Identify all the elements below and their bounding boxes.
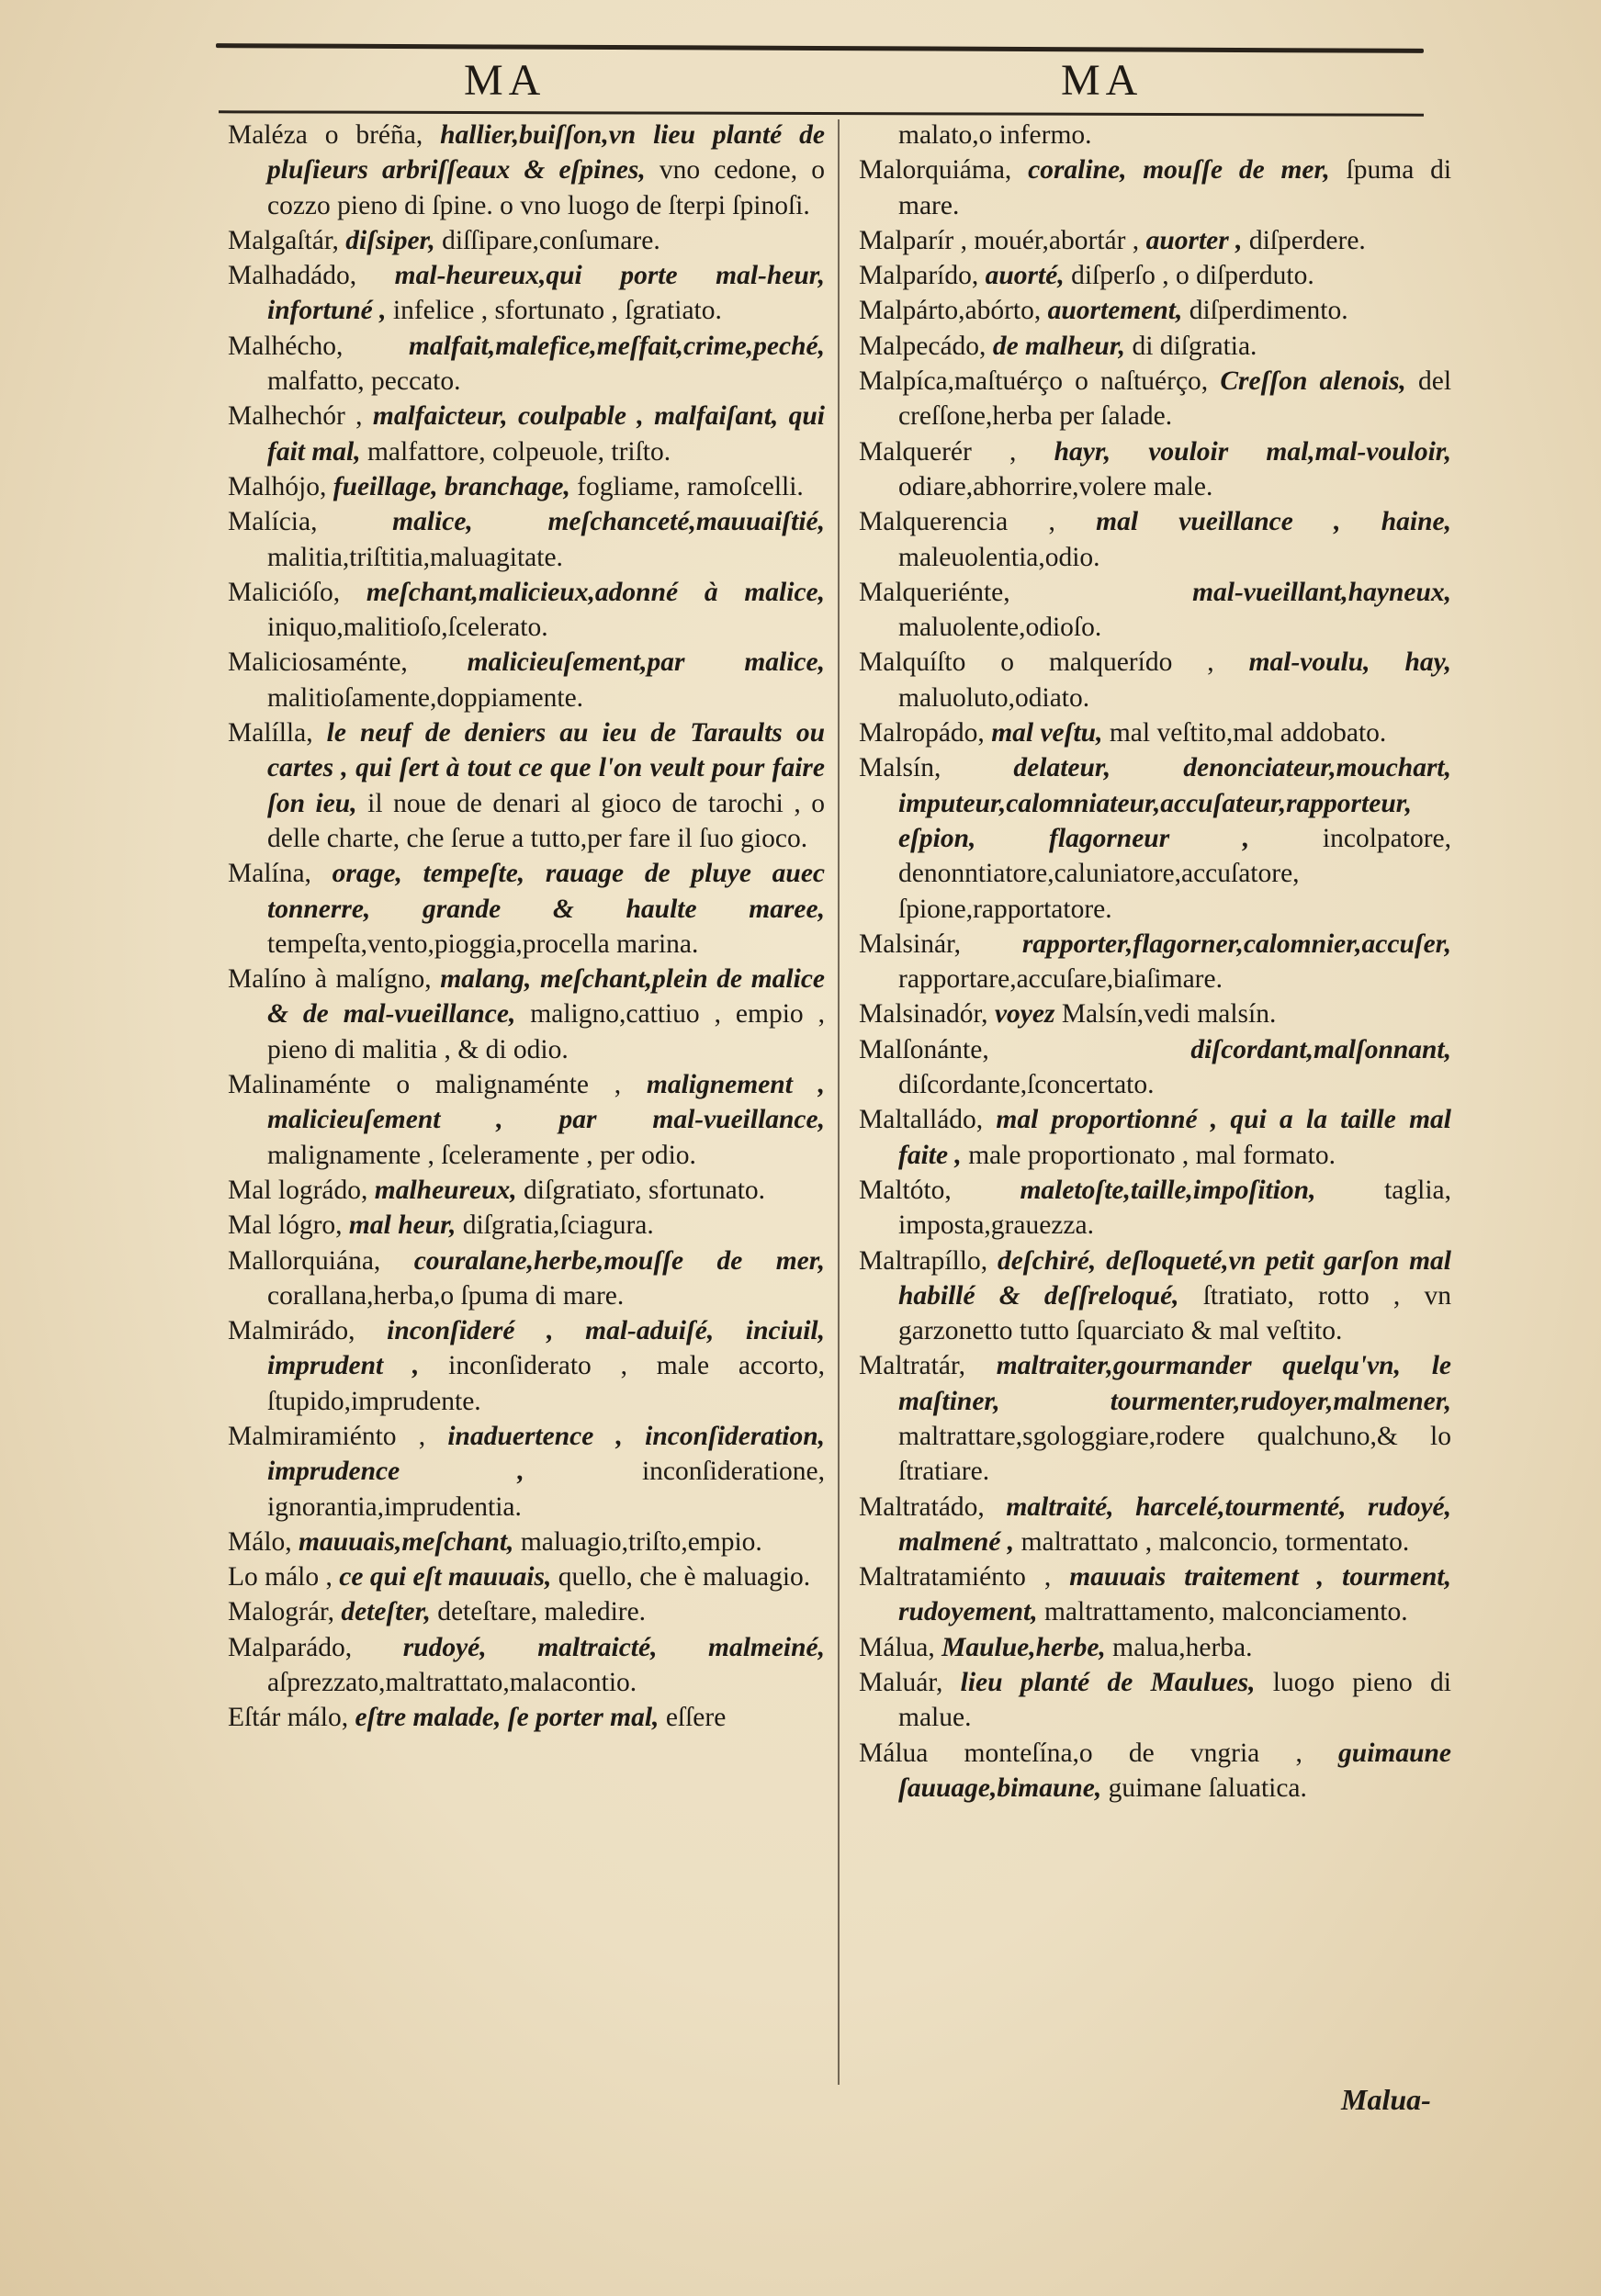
italian-gloss: luogo pieno di malue.	[898, 1668, 1451, 1733]
italian-gloss: diſgratia,ſciagura.	[462, 1210, 654, 1241]
headword-spanish: Malpecádo,	[859, 331, 987, 361]
italian-gloss: diſcordante,ſconcertato.	[898, 1070, 1155, 1100]
dictionary-entry	[859, 1102, 1451, 1173]
italian-gloss: maluoluto,odiato.	[898, 682, 1090, 713]
french-gloss: hayr, vouloir mal,mal-vouloir,	[1054, 436, 1451, 467]
french-gloss: malfait,malefice,meſfait,crime,peché,	[408, 331, 825, 361]
headword-spanish: Malpíca,maſtuérço o naſtuérço,	[859, 366, 1209, 397]
italian-gloss: mouér,abortár ,	[974, 225, 1146, 255]
headword-spanish: Malílla,	[228, 718, 313, 748]
dictionary-entry	[859, 118, 1451, 152]
dictionary-entry	[228, 1173, 825, 1208]
headword-spanish: Malpárto,abórto,	[859, 296, 1042, 326]
french-gloss: auortement,	[1047, 296, 1183, 326]
headword-spanish: Eſtár málo,	[228, 1703, 349, 1733]
dictionary-entry	[859, 1032, 1451, 1103]
dictionary-entry	[859, 258, 1451, 293]
italian-gloss: guimane ſaluatica.	[1108, 1773, 1307, 1803]
french-gloss: guimaune ſauuage,bimaune,	[898, 1738, 1452, 1803]
headword-spanish: Malqueriénte,	[859, 577, 1010, 607]
french-gloss: mal veſtu,	[991, 718, 1103, 748]
headword-spanish: Maltrapíllo,	[859, 1245, 988, 1276]
headword-spanish: Maltalládo,	[859, 1105, 984, 1135]
dictionary-entry	[228, 258, 825, 329]
french-gloss: malfaicteur, coulpable , malfaiſant, qui fait mal,	[267, 401, 826, 467]
french-gloss: lieu planté de Maulues,	[960, 1668, 1256, 1698]
headword-spanish: Malgaſtár,	[228, 225, 339, 255]
italian-gloss: maleuolentia,odio.	[898, 542, 1100, 572]
dictionary-entry	[228, 1313, 825, 1419]
french-gloss: inconſideré , mal-aduiſé, inciuil, imprudent ,	[267, 1316, 825, 1381]
catchword: Malua-	[1341, 2083, 1431, 2116]
dictionary-entry	[228, 1700, 825, 1735]
italian-gloss: rapportare,accuſare,biaſimare.	[898, 964, 1223, 995]
italian-gloss: iniquo,malitioſo,ſcelerato.	[267, 613, 548, 643]
dictionary-entry	[228, 715, 825, 856]
italian-gloss: maluagio,triſto,empio.	[520, 1526, 762, 1557]
italian-gloss: malua,herba.	[1112, 1632, 1253, 1662]
headword-spanish: Maltratár,	[859, 1351, 965, 1381]
italian-gloss: vno cedone, o cozzo pieno di ſpine. o vno luogo de ſterpi ſpinoſi.	[267, 155, 826, 220]
french-gloss: diſsiper,	[345, 225, 435, 255]
headword-spanish: Malícia,	[228, 507, 318, 537]
headword-spanish: Malinaménte o malignaménte ,	[228, 1070, 622, 1100]
headword-spanish: Málua monteſína,o de vngria ,	[859, 1738, 1302, 1768]
italian-gloss: di diſgratia.	[1132, 331, 1257, 361]
dictionary-entry	[859, 504, 1451, 575]
french-gloss: auorté,	[985, 261, 1065, 291]
headword-spanish: Malicióſo,	[228, 577, 341, 607]
dictionary-entry	[228, 1067, 825, 1173]
dictionary-entry	[228, 1244, 825, 1314]
headword-spanish: Malquerencia ,	[859, 507, 1055, 537]
dictionary-entry	[228, 469, 825, 504]
italian-gloss: maltrattare,sgologgiare,rodere qualchuno,& lo ſtratiare.	[898, 1421, 1451, 1487]
french-gloss: couralane,herbe,mouſſe de mer,	[413, 1245, 825, 1276]
italian-gloss: eſſere	[665, 1703, 727, 1733]
right-running-headword: MA	[1061, 56, 1144, 105]
dictionary-entry	[228, 1594, 825, 1629]
dictionary-entry	[859, 364, 1451, 434]
dictionary-entry	[228, 1559, 825, 1594]
french-gloss: eſtre malade, ſe porter mal,	[355, 1703, 660, 1733]
headword-spanish: Malográr,	[228, 1597, 334, 1627]
french-gloss: mal heur,	[348, 1210, 457, 1241]
dictionary-entry	[859, 293, 1451, 328]
french-gloss: malang, meſchant,plein de malice & de mal-vueillance,	[267, 964, 826, 1030]
header-rule	[219, 110, 1424, 116]
headword-spanish: Malquíſto o malquerído ,	[859, 647, 1214, 678]
headword-spanish: Mallorquiána,	[228, 1245, 381, 1276]
dictionary-entry	[859, 715, 1451, 750]
headword-spanish: Malína,	[228, 859, 311, 889]
french-gloss: maltraiter,gourmander quelqu'vn, le maſtiner, tourmenter,rudoyer,malmener,	[898, 1351, 1452, 1416]
italian-gloss: Malsín,vedi malsín.	[1061, 999, 1277, 1030]
dictionary-entry	[859, 1244, 1451, 1349]
french-gloss: deſchiré, deſloqueté,vn petit garſon mal habillé & deſſreloqué,	[898, 1245, 1452, 1311]
dictionary-entry	[859, 645, 1451, 715]
italian-gloss: malato,o infermo.	[898, 120, 1092, 150]
headword-spanish: Malmirádo,	[228, 1316, 355, 1346]
french-gloss: mal-heureux,qui porte mal-heur, infortuné ,	[267, 261, 826, 326]
italian-gloss: malitia,triſtitia,maluagitate.	[267, 542, 563, 572]
french-gloss: mal proportionné , qui a la taille mal faite ,	[898, 1105, 1451, 1170]
french-gloss: voyez	[994, 999, 1055, 1030]
dictionary-entry	[228, 575, 825, 646]
french-gloss: rapporter,flagorner,calomnier,accuſer,	[1021, 929, 1451, 959]
french-gloss: le neuf de deniers au ieu de Taraults ou cartes , qui ſert à tout ce que l'on veult pour faire ſon ieu,	[267, 718, 825, 818]
dictionary-entry	[859, 1736, 1451, 1806]
headword-spanish: Maltratádo,	[859, 1491, 985, 1522]
dictionary-entry	[228, 1630, 825, 1701]
italian-gloss: ſtratiato, rotto , vn garzonetto tutto ſquarciato & mal veſtito.	[898, 1280, 1451, 1346]
top-rule	[216, 43, 1424, 53]
headword-spanish: Lo málo ,	[228, 1562, 333, 1593]
italian-gloss: diſperdimento.	[1189, 296, 1348, 326]
italian-gloss: male proportionato , mal formato.	[968, 1140, 1336, 1170]
dictionary-entry	[859, 927, 1451, 997]
italian-gloss: maligno,cattiuo , empio , pieno di malitia , & di odio.	[267, 999, 825, 1064]
headword-spanish: Malíno à malígno,	[228, 964, 432, 995]
italian-gloss: maltrattato , malconcio, tormentato.	[1020, 1526, 1410, 1557]
dictionary-entry	[228, 856, 825, 962]
italian-gloss: deteſtare, maledire.	[437, 1597, 647, 1627]
french-gloss: coraline, mouſſe de mer,	[1028, 155, 1330, 186]
headword-spanish: Malhechór ,	[228, 401, 363, 432]
italian-gloss: maltrattamento, malconciamento.	[1043, 1597, 1408, 1627]
headword-spanish: Maltóto,	[859, 1175, 952, 1205]
dictionary-entry	[859, 434, 1451, 505]
headword-spanish: Málo,	[228, 1526, 292, 1557]
headword-spanish: Malparído,	[859, 261, 979, 291]
dictionary-entry	[228, 399, 825, 469]
italian-gloss: infelice , sfortunato , ſgratiato.	[392, 296, 722, 326]
dictionary-entry	[859, 1559, 1451, 1630]
italian-gloss: del creſſone,herba per ſalade.	[898, 366, 1452, 432]
headword-spanish: Malparádo,	[228, 1632, 353, 1662]
left-running-headword: MA	[464, 56, 547, 105]
italian-gloss: diſſipare,conſumare.	[442, 225, 660, 255]
headword-spanish: Malorquiáma,	[859, 155, 1012, 186]
french-gloss: auorter ,	[1145, 225, 1243, 255]
french-gloss: meſchant,malicieux,adonné à malice,	[366, 577, 826, 607]
french-gloss: diſcordant,malſonnant,	[1190, 1034, 1451, 1064]
headword-spanish: Málua,	[859, 1632, 935, 1662]
headword-spanish: Maltratamiénto ,	[859, 1562, 1052, 1593]
dictionary-entry	[859, 1490, 1451, 1560]
headword-spanish: Malhécho,	[228, 331, 344, 361]
italian-gloss: quello, che è maluagio.	[558, 1562, 811, 1593]
dictionary-entry	[859, 750, 1451, 926]
french-gloss: maltraité, harcelé,tourmenté, rudoyé, malmené ,	[898, 1491, 1452, 1557]
italian-gloss: diſgratiato, sfortunato.	[524, 1175, 766, 1205]
french-gloss: rudoyé, maltraicté, malmeiné,	[402, 1632, 825, 1662]
italian-gloss: aſprezzato,maltrattato,malacontio.	[267, 1668, 637, 1698]
left-column	[228, 118, 825, 1736]
italian-gloss: diſperdere.	[1248, 225, 1366, 255]
dictionary-entry	[859, 1665, 1451, 1736]
french-gloss: mauuais traitement , tourment, rudoyement,	[898, 1562, 1452, 1627]
italian-gloss: malitioſamente,doppiamente.	[267, 682, 584, 713]
dictionary-entry	[228, 504, 825, 575]
french-gloss: mal-voulu, hay,	[1248, 647, 1451, 678]
dictionary-entry	[228, 329, 825, 400]
french-gloss: inaduertence , inconſideration, imprudence ,	[267, 1421, 825, 1487]
dictionary-entry	[228, 1525, 825, 1559]
french-gloss: malheureux,	[374, 1175, 517, 1205]
headword-spanish: Maliciosaménte,	[228, 647, 408, 678]
french-gloss: fueillage, branchage,	[333, 471, 570, 501]
italian-gloss: il noue de denari al gioco de tarochi , o delle charte, che ſerue a tutto,per fare il ſuo gioco.	[267, 788, 825, 853]
french-gloss: orage, tempeſte, rauage de pluye auec tonnerre, grande & haulte maree,	[267, 859, 826, 924]
italian-gloss: incolpatore, denonntiatore,caluniatore,accuſatore, ſpione,rapportatore.	[898, 823, 1451, 924]
headword-spanish: Mal lográdo,	[228, 1175, 368, 1205]
dictionary-entry	[859, 1630, 1451, 1665]
french-gloss: hallier,buiſſon,vn lieu planté de pluſieurs arbriſſeaux & eſpines,	[267, 120, 825, 186]
dictionary-entry	[228, 1208, 825, 1243]
dictionary-entry	[228, 223, 825, 258]
headword-spanish: Malhójo,	[228, 471, 327, 501]
headword-spanish: Malsinár,	[859, 929, 962, 959]
headword-spanish: Malhadádo,	[228, 261, 357, 291]
dictionary-entry	[859, 1348, 1451, 1489]
dictionary-entry	[859, 1173, 1451, 1244]
italian-gloss: malignamente , ſceleramente , per odio.	[267, 1140, 696, 1170]
french-gloss: delateur, denonciateur,mouchart, imputeur,calomniateur,accuſateur,rapporteur, eſpion, flagorneur ,	[898, 753, 1451, 853]
french-gloss: mal vueillance , haine,	[1096, 507, 1451, 537]
dictionary-entry	[859, 152, 1451, 223]
dictionary-entry	[859, 996, 1451, 1031]
dictionary-entry	[859, 575, 1451, 646]
headword-spanish: Malquerér ,	[859, 436, 1017, 467]
headword-spanish: Malſonánte,	[859, 1034, 989, 1064]
dictionary-entry	[228, 962, 825, 1067]
dictionary-entry	[859, 329, 1451, 364]
headword-spanish: Mal lógro,	[228, 1210, 343, 1241]
french-gloss: deteſter,	[341, 1597, 431, 1627]
dictionary-entry	[228, 118, 825, 223]
headword-spanish: Malsín,	[859, 753, 941, 783]
italian-gloss: inconſiderato , male accorto, ſtupido,imprudente.	[267, 1351, 825, 1416]
french-gloss: mauuais,meſchant,	[299, 1526, 514, 1557]
italian-gloss: malfattore, colpeuole, triſto.	[366, 436, 671, 467]
italian-gloss: inconſideratione, ignorantia,imprudentia.	[267, 1457, 825, 1522]
french-gloss: maletoſte,taille,impoſition,	[1020, 1175, 1316, 1205]
headword-spanish: Malparír ,	[859, 225, 967, 255]
dictionary-entry	[228, 1419, 825, 1525]
italian-gloss: ſpuma di mare.	[898, 155, 1452, 220]
headword-spanish: Maléza o bréña,	[228, 120, 423, 150]
dictionary-entry	[859, 223, 1451, 258]
italian-gloss: tempeſta,vento,pioggia,procella marina.	[267, 929, 699, 959]
italian-gloss: fogliame, ramoſcelli.	[577, 471, 804, 501]
italian-gloss: maluolente,odioſo.	[898, 613, 1102, 643]
french-gloss: Creſſon alenois,	[1220, 366, 1406, 397]
headword-spanish: Malmiramiénto ,	[228, 1421, 426, 1451]
italian-gloss: odiare,abhorrire,volere male.	[898, 471, 1213, 501]
headword-spanish: Malsinadór,	[859, 999, 988, 1030]
french-gloss: malicieuſement,par malice,	[467, 647, 825, 678]
italian-gloss: taglia, imposta,grauezza.	[898, 1175, 1451, 1241]
french-gloss: Maulue,herbe,	[941, 1632, 1106, 1662]
headword-spanish: Maluár,	[859, 1668, 943, 1698]
french-gloss: ce qui eſt mauuais,	[339, 1562, 552, 1593]
french-gloss: de malheur,	[992, 331, 1126, 361]
french-gloss: malignement , malicieuſement , par mal-vueillance,	[267, 1070, 826, 1135]
french-gloss: malice, meſchanceté,mauuaiſtié,	[392, 507, 825, 537]
right-column	[859, 118, 1451, 1806]
italian-gloss: corallana,herba,o ſpuma di mare.	[267, 1280, 625, 1311]
italian-gloss: malfatto, peccato.	[267, 366, 461, 397]
italian-gloss: mal veſtito,mal addobato.	[1109, 718, 1387, 748]
french-gloss: mal-vueillant,hayneux,	[1192, 577, 1451, 607]
column-divider	[838, 119, 840, 2085]
dictionary-entry	[228, 645, 825, 715]
headword-spanish: Malropádo,	[859, 718, 985, 748]
italian-gloss: diſperſo , o diſperduto.	[1071, 261, 1314, 291]
